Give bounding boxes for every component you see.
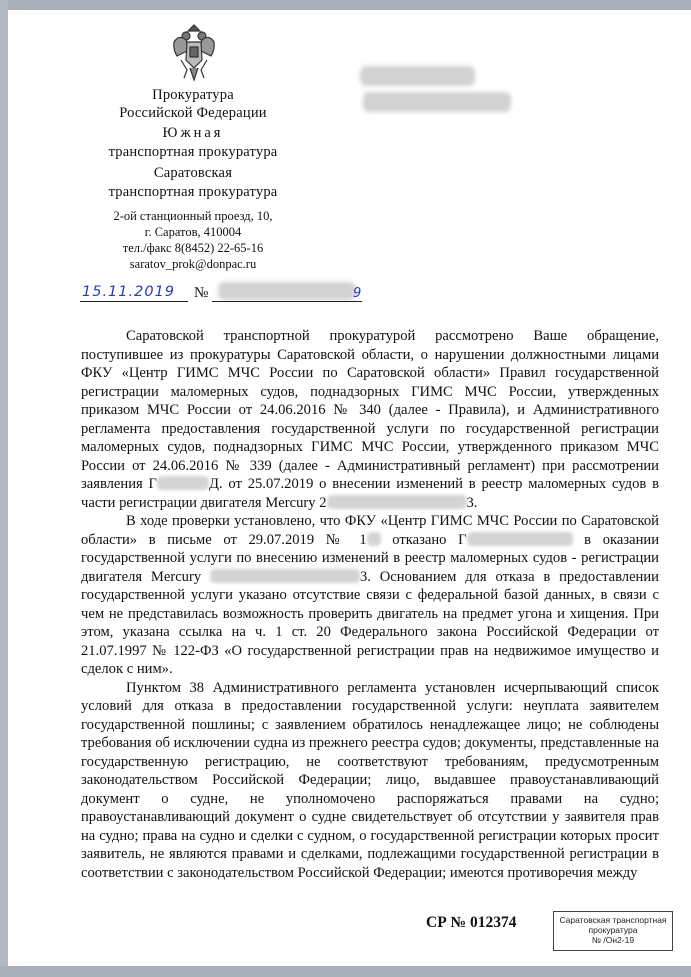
redacted-letter-number: [367, 532, 381, 546]
org-name-line1: Прокуратура: [152, 87, 234, 103]
stamp-line2: прокуратура: [588, 925, 638, 935]
p2-text-b: отказано Г: [392, 531, 467, 548]
document-page: [8, 10, 691, 966]
viewer-left-edge: [0, 0, 8, 977]
viewer-bottom-bar: [0, 966, 691, 977]
stamp-line3: № /Он2-19: [591, 935, 635, 945]
number-underline: [212, 301, 362, 302]
coat-of-arms-icon: [171, 22, 217, 82]
viewer-top-bar: [0, 0, 691, 10]
redacted-addressee-line2: [363, 92, 511, 112]
registration-stamp: [553, 911, 673, 951]
org-name-line5: Саратовская: [153, 165, 233, 181]
org-name-line6: транспортная прокуратура: [108, 184, 278, 200]
handwritten-date: 15.11.2019: [82, 284, 176, 300]
p1-text-c: 3.: [466, 494, 478, 511]
address-line1: 2-ой станционный проезд, 10,: [113, 209, 273, 223]
redacted-outgoing-number: [218, 282, 356, 300]
p1-text-a: Саратовской транспортной прокуратурой рассмотрено Ваше обращение, поступившее из прокуратуры Саратовской области, о нарушении должностными лицами ФКУ «Центр ГИМС МЧС России по Саратовской области» Правил государственной регистрации маломерных судов, поднадзорных ГИМС МЧС России, утвержденных приказом МЧС России от 24.06.2016 № 340 (далее - Правила), и Административного регламента предоставления государственной услуги по государственной регистрации маломерных судов, поднадзорных ГИМС МЧС России, утвержденного приказом МЧС России от 24.06.2016 № 339 (далее - Административный регламент) при рассмотрении заявления Г: [81, 328, 659, 492]
p2-text-a: В ходе проверки установлено, что ФКУ «Центр ГИМС МЧС России по Саратовской области» в письме от 29.07.2019 № 1: [81, 513, 659, 548]
number-sign: №: [194, 285, 209, 301]
address-line2: г. Саратов, 410004: [144, 225, 242, 239]
org-name-line2: Российской Федерации: [119, 105, 267, 121]
paragraph-3: Пунктом 38 Административного регламента установлен исчерпывающий список условий для отказа в предоставлении государственной услуги: неуплата заявителем государственной пошлины; с заявлением обратилось ненадлежащее лицо; не соблюдены требования об исключении судна из прежнего реестра судов; документы, представленные на государственную регистрацию, не соответствуют требованиям, предусмотренным законодательством Российской Федерации; лицо, выдавшее правоустанавливающий документ о судне, не уполномочено распоряжаться правами на судно; правоустанавливающий документ о судне свидетельствует об отсутствии у заявителя прав на судно; права на судно и сделки с судном, о государственной регистрации которых просит заявитель, не являются правами и сделками, подлежащими государственной регистрации в соответствии с законодательством Российской Федерации; имеются противоречия между: [81, 679, 659, 881]
p2-text-c: в оказании государственной услуги по внесению изменений в реестр маломерных судов - регистрации двигателя Mercury: [81, 531, 660, 585]
phone-line: тел./факс 8(8452) 22-65-16: [122, 241, 264, 255]
redacted-addressee-line1: [360, 66, 475, 86]
paragraph-1: [81, 327, 659, 512]
p2-text-d: 3. Основанием для отказа в предоставлении государственной услуги указано отсутствие связи с федеральной базой данных, в связи с чем не представилась возможность проверить двигатель на предмет угона и хищения. При этом, указана ссылка на ч. 1 ст. 20 Федерального закона Российской Федерации от 21.07.1997 № 122-ФЗ «О государственной регистрации прав на недвижимое имущество и сделок с ним».: [81, 568, 659, 677]
redacted-applicant-name: [157, 476, 209, 490]
stamp-line1: Саратовская транспортная: [559, 915, 667, 925]
email-line: saratov_prok@donpac.ru: [129, 257, 257, 271]
paragraph-2: [81, 512, 659, 679]
redacted-applicant-name-2: [467, 532, 573, 546]
document-serial-number: СР № 012374: [426, 914, 517, 931]
number-tail: 9: [353, 286, 362, 301]
redacted-engine-number: [327, 495, 467, 509]
org-name-line4: транспортная прокуратура: [108, 144, 278, 160]
p1-text-b: Д. от 25.07.2019 о внесении изменений в реестр маломерных судов в части регистрации двигателя Mercury 2: [81, 476, 659, 511]
org-name-line3: Южная: [162, 125, 224, 141]
date-underline: [80, 301, 188, 302]
letter-body: [81, 327, 659, 882]
redacted-engine-number-2: [210, 569, 360, 583]
